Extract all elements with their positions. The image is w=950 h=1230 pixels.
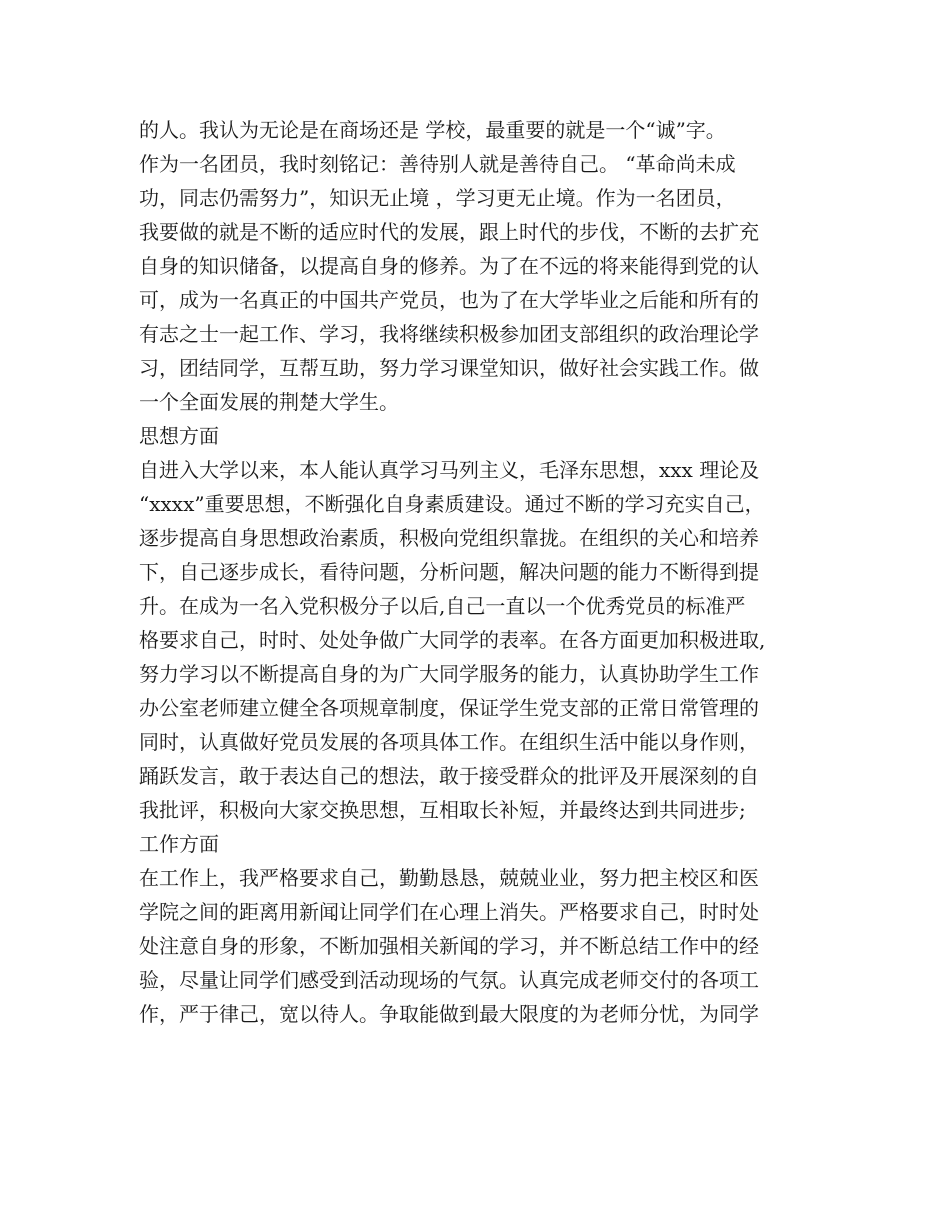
paragraph-line: 办公室老师建立健全各项规章制度，保证学生党支部的正常日常管理的 — [139, 696, 759, 720]
paragraph-line: 逐步提高自身思想政治素质，积极向党组织靠拢。在组织的关心和培养 — [139, 526, 759, 550]
paragraph-line: 努力学习以不断提高自身的为广大同学服务的能力，认真协助学生工作 — [139, 662, 759, 686]
paragraph-line: 有志之士一起工作、学习，我将继续积极参加团支部组织的政治理论学 — [139, 322, 759, 346]
paragraph-line: 的人。我认为无论是在商场还是 学校，最重要的就是一个“诚”字。 — [139, 118, 726, 142]
paragraph-line: 处注意自身的形象，不断加强相关新闻的学习，并不断总结工作中的经 — [139, 934, 759, 958]
paragraph-line: 自进入大学以来，本人能认真学习马列主义，毛泽东思想，xxx 理论及 — [139, 458, 760, 482]
paragraph-line: “xxxx”重要思想，不断强化自身素质建设。通过不断的学习充实自己， — [139, 492, 765, 516]
document-body — [139, 113, 829, 1031]
paragraph-line: 自身的知识储备，以提高自身的修养。为了在不远的将来能得到党的认 — [139, 254, 759, 278]
paragraph-line: 可，成为一名真正的中国共产党员，也为了在大学毕业之后能和所有的 — [139, 288, 759, 312]
section-heading-work: 工作方面 — [139, 832, 219, 856]
paragraph-line: 格要求自己，时时、处处争做广大同学的表率。在各方面更加积极进取, — [139, 628, 766, 652]
paragraph-line: 在工作上，我严格要求自己，勤勤恳恳，兢兢业业，努力把主校区和医 — [139, 866, 759, 890]
paragraph-line: 同时，认真做好党员发展的各项具体工作。在组织生活中能以身作则， — [139, 730, 759, 754]
section-heading-thought: 思想方面 — [139, 424, 219, 448]
paragraph-line: 验，尽量让同学们感受到活动现场的气氛。认真完成老师交付的各项工 — [139, 968, 759, 992]
paragraph-line: 学院之间的距离用新闻让同学们在心理上消失。严格要求自己，时时处 — [139, 900, 759, 924]
paragraph-line: 升。在成为一名入党积极分子以后,自己一直以一个优秀党员的标准严 — [139, 594, 746, 618]
paragraph-line: 下，自己逐步成长，看待问题，分析问题，解决问题的能力不断得到提 — [139, 560, 759, 584]
paragraph-line: 习，团结同学，互帮互助，努力学习课堂知识，做好社会实践工作。做 — [139, 356, 759, 380]
paragraph-line: 功，同志仍需努力”，知识无止境 ，学习更无止境。作为一名团员， — [139, 186, 736, 210]
paragraph-line: 作为一名团员，我时刻铭记：善待别人就是善待自己。 “革命尚未成 — [139, 152, 736, 176]
paragraph-line: 作，严于律己，宽以待人。争取能做到最大限度的为老师分忧，为同学 — [139, 1002, 759, 1026]
paragraph-line: 踊跃发言，敢于表达自己的想法，敢于接受群众的批评及开展深刻的自 — [139, 764, 759, 788]
paragraph-line: 我要做的就是不断的适应时代的发展，跟上时代的步伐，不断的去扩充 — [139, 220, 759, 244]
paragraph-line: 一个全面发展的荆楚大学生。 — [139, 390, 399, 414]
paragraph-line: 我批评，积极向大家交换思想，互相取长补短，并最终达到共同进步; — [139, 798, 746, 822]
